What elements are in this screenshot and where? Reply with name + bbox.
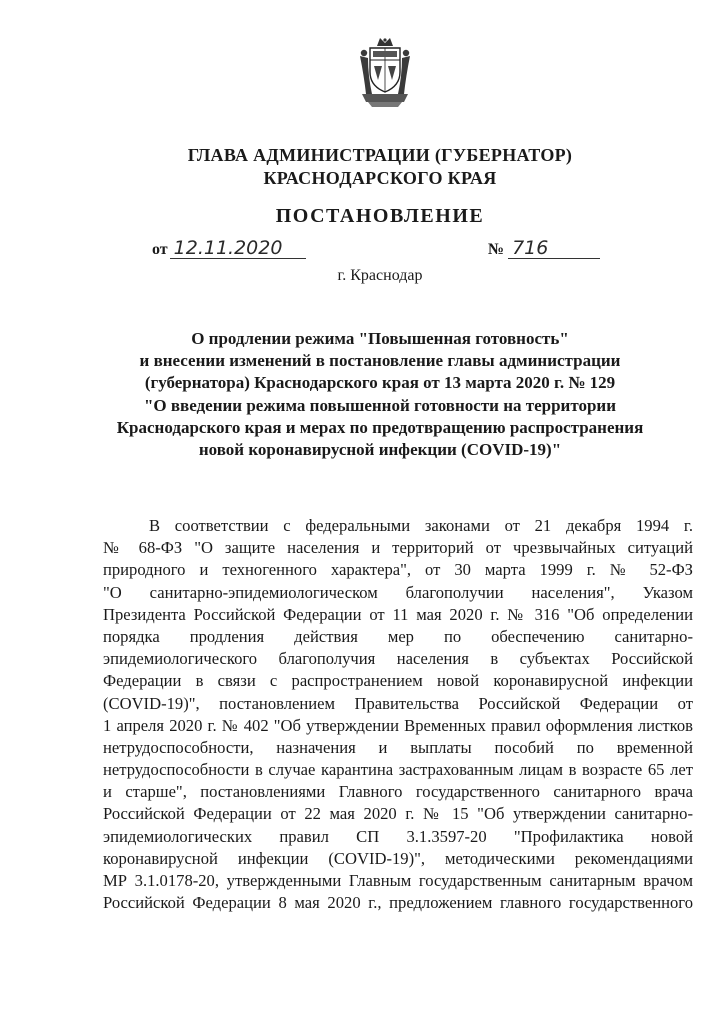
body-line: эпидемиологических правил СП 3.1.3597-20 "Профилактика новой [103, 826, 693, 846]
document-type-heading: ПОСТАНОВЛЕНИЕ [275, 205, 485, 227]
body-line: порядка продления действия мер по обеспечению санитарно- [103, 626, 693, 646]
document-body [103, 515, 693, 914]
body-line: коронавирусной инфекции (COVID-19)", методическими рекомендациями [103, 848, 693, 868]
coat-of-arms-icon [356, 36, 414, 108]
document-title [110, 328, 650, 461]
document-date [152, 238, 306, 259]
body-line: 1 апреля 2020 г. № 402 "Об утверждении Временных правил оформления листков [103, 715, 693, 735]
body-line: нетрудоспособности, назначения и выплаты пособий по временной [103, 737, 693, 757]
body-line: и старше", постановлениями Главного государственного санитарного врача [103, 782, 693, 802]
body-line: нетрудоспособности в случае карантина застрахованным лицам в возрасте 65 лет [103, 760, 693, 780]
body-line: В соответствии с федеральными законами от 21 декабря 1994 г. [149, 516, 693, 535]
title-line: (губернатора) Краснодарского края от 13 марта 2020 г. № 129 [144, 373, 616, 393]
number-prefix: № [488, 241, 505, 258]
title-line: "О введении режима повышенной готовности на территории [143, 395, 617, 415]
body-line: Федерации в связи с распространением новой коронавирусной инфекции [103, 671, 693, 691]
title-line: О продлении режима "Повышенная готовность" [191, 329, 569, 348]
body-line: природного и техногенного характера", от 30 марта 1999 г. № 52-ФЗ [103, 560, 693, 580]
body-line: Российской Федерации от 22 мая 2020 г. № 15 "Об утверждении санитарно- [103, 804, 693, 824]
authority-name-line2: КРАСНОДАРСКОГО КРАЯ [263, 168, 497, 188]
body-line: эпидемиологического благополучия населения в субъектах Российской [103, 649, 693, 669]
number-value: 716 [508, 238, 600, 259]
date-value: 12.11.2020 [170, 238, 306, 259]
body-line: МР 3.1.0178-20, утвержденными Главным государственным санитарным врачом [103, 871, 693, 890]
body-line: "О санитарно-эпидемиологическом благополучии населения", Указом [103, 582, 693, 602]
title-line: и внесении изменений в постановление главы администрации [139, 351, 621, 371]
authority-name-line1: ГЛАВА АДМИНИСТРАЦИИ (ГУБЕРНАТОР) [187, 145, 573, 165]
body-line: Российской Федерации 8 мая 2020 г., предложением главного государственного [103, 893, 693, 913]
title-line: Краснодарского края и мерах по предотвращению распространения [116, 417, 644, 437]
body-line: № 68-ФЗ "О защите населения и территорий от чрезвычайных ситуаций [103, 538, 693, 558]
body-line: Президента Российской Федерации от 11 мая 2020 г. № 316 "Об определении [103, 604, 693, 624]
title-line: новой коронавирусной инфекции (COVID-19)" [198, 440, 562, 460]
body-line: (COVID-19)", постановлением Правительства Российской Федерации от [103, 693, 693, 713]
date-prefix: от [152, 241, 168, 258]
document-number [488, 238, 600, 259]
city-name: г. Краснодар [337, 267, 423, 284]
